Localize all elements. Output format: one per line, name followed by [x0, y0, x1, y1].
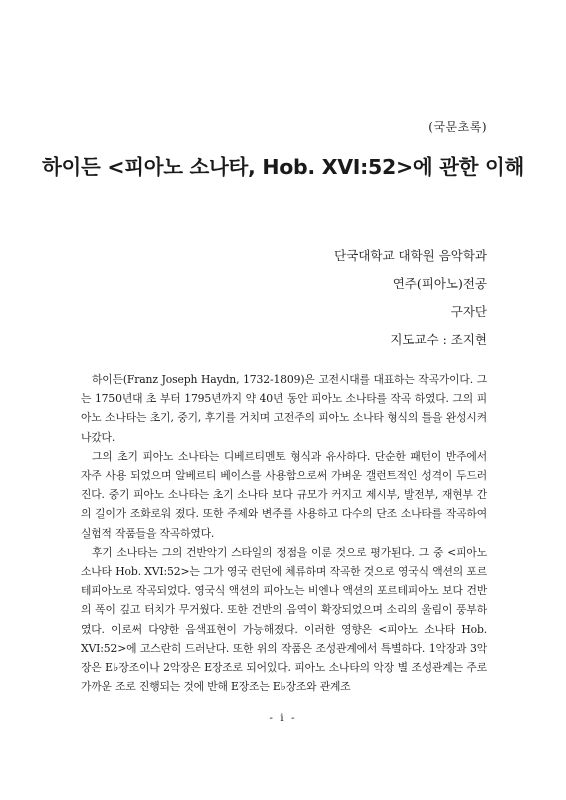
page-number: - i -: [269, 712, 297, 724]
abstract-tag: (국문초록): [428, 120, 487, 134]
affiliation-university: 단국대학교 대학원 음악학과: [334, 248, 487, 263]
abstract-paragraph-3: 후기 소나타는 그의 건반악기 스타일의 정점을 이룬 것으로 평가된다. 그 중 <피아노 소나타 Hob. XVI:52>는 그가 영국 런던에 체류하며 작곡한 것으로 영국식 액션의 포르테피아노로 작곡되었다. 영국식 액션의 피아노는 비엔나 액션의 포르테피아노 보다 건반의 폭이 깊고 터치가 무거웠다. 또한 건반의 음역이 확장되었으며 소리의 울림이 풍부하였다. 이로써 다양한 음색표현이 가능해졌다. 이러한 영향은 <피아노 소나타 Hob. XVI:52>에 고스란히 드러난다. 또한 위의 작품은 조성관계에서 특별하다. 1악장과 3악장은 E♭장조이나 2악장은 E장조로 되어있다. 피아노 소나타의 악장 별 조성관계는 주로 가까운 조로 진행되는 것에 반해 E장조는 E♭장조와 관계조: [81, 545, 487, 694]
author-name: 구자단: [450, 304, 487, 319]
document-title: 하이든 <피아노 소나타, Hob. XVI:52>에 관한 이해: [41, 155, 525, 179]
abstract-paragraph-1: 하이든(Franz Joseph Haydn, 1732-1809)은 고전시대를 대표하는 작곡가이다. 그는 1750년대 초 부터 1795년까지 약 40년 동안 피아노 소나타를 작곡 하였다. 그의 피아노 소나타는 초기, 중기, 후기를 거치며 고전주의 피아노 소나타 형식의 틀을 완성시켜 나갔다.: [81, 373, 487, 444]
advisor-name: 지도교수 : 조지현: [390, 332, 487, 347]
abstract-body: [81, 370, 487, 696]
affiliation-major: 연주(피아노)전공: [392, 276, 487, 291]
abstract-paragraph-2: 그의 초기 피아노 소나타는 디베르티멘토 형식과 유사하다. 단순한 패턴이 반주에서 자주 사용 되었으며 알베르티 베이스를 사용함으로써 가벼운 갤런트적인 성격이 두드러진다. 중기 피아노 소나타는 초기 소나타 보다 규모가 커지고 제시부, 발전부, 재현부 간의 길이가 조화로워 졌다. 또한 주제와 변주를 사용하고 다수의 단조 소나타를 작곡하여 실험적 작품들을 작곡하였다.: [81, 449, 487, 540]
